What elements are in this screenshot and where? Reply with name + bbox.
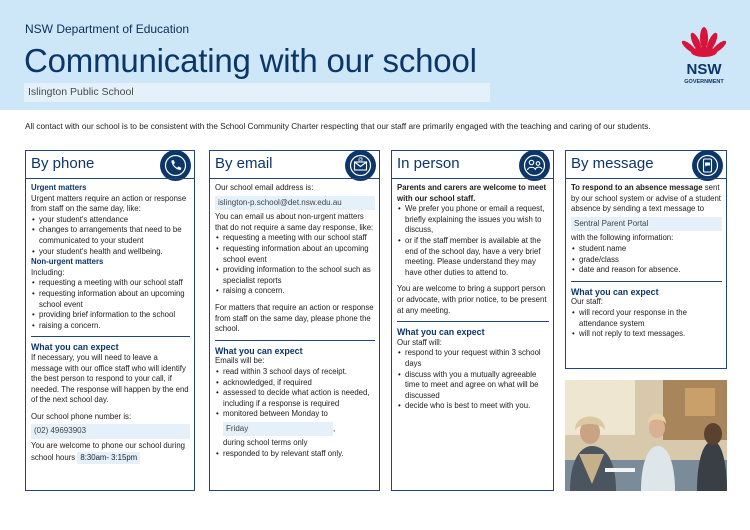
phone-number-label: Our school phone number is:	[31, 411, 132, 421]
email-expect-list	[215, 367, 375, 460]
svg-text:@: @	[357, 157, 364, 163]
email-nonurgent-text: You can email us about non-urgent matters that do not require a same day response, like:	[215, 212, 374, 232]
person-expect-list	[397, 348, 549, 412]
nonurgent-text: Including:	[31, 267, 65, 277]
message-info-label: with the following information:	[571, 233, 674, 243]
list-item: • raising a concern.	[31, 321, 190, 332]
person-intro: Parents and carers are welcome to meet with our school staff.	[397, 183, 547, 203]
phone-expect-heading: What you can expect	[31, 336, 190, 353]
phone-card	[25, 150, 195, 491]
message-expect-list	[571, 308, 722, 340]
person-card-title: In person	[397, 155, 460, 172]
email-address-field[interactable]: islington-p.school@det.nsw.edu.au	[215, 196, 375, 211]
list-item: • discuss with you a mutually agreeable time to meet and agree on what will be discussed	[397, 370, 549, 402]
list-item: • requesting information about an upcoming school event	[31, 289, 190, 310]
phone-hours-text: You are welcome to phone our school during school hours 8:30am- 3:15pm	[31, 441, 190, 464]
email-card-title: By email	[215, 155, 273, 172]
list-item: • monitored between Monday toFriday , during school terms only	[215, 409, 375, 449]
list-item: • requesting a meeting with our school staff	[31, 278, 190, 289]
message-expect-heading: What you can expect	[571, 281, 722, 298]
email-icon	[345, 150, 376, 181]
list-item: • requesting a meeting with our school staff	[215, 233, 375, 244]
person-expect-intro: Our staff will:	[397, 337, 442, 347]
list-item: • respond to your request within 3 school days	[397, 348, 549, 369]
list-item: • will not reply to text messages.	[571, 329, 722, 340]
person-list	[397, 204, 549, 278]
email-card	[209, 150, 380, 491]
person-card	[391, 150, 554, 491]
list-item: • raising a concern.	[215, 286, 375, 297]
person-support-text: You are welcome to bring a support person or advocate, with prior notice, to be present at any meeting.	[397, 284, 547, 315]
list-item: • student name	[571, 244, 722, 255]
urgent-text: Urgent matters require an action or response from staff on the same day, like:	[31, 193, 187, 214]
list-item: • your student's health and wellbeing.	[31, 247, 190, 258]
list-item: • your student's attendance	[31, 215, 190, 226]
email-expect-intro: Emails will be:	[215, 356, 265, 366]
list-item: • decide who is best to meet with you.	[397, 401, 549, 412]
list-item: • date and reason for absence.	[571, 265, 722, 276]
urgent-heading: Urgent matters	[31, 183, 87, 192]
mobile-message-icon	[692, 150, 723, 181]
intro-text: All contact with our school is to be consistent with the School Community Charter respecting that our staff are primarily engaged with the teaching and caring of our students.	[25, 122, 651, 131]
list-item: • providing information to the school such as specialist reports	[215, 265, 375, 286]
email-address-label: Our school email address is:	[215, 183, 314, 192]
meeting-photo	[565, 380, 727, 491]
list-item: • changes to arrangements that need to be communicated to your student	[31, 225, 190, 246]
school-name-field: Islington Public School	[24, 83, 490, 102]
list-item: • or if the staff member is available at the end of the school day, have a very brief meeting. Please understand they may have other duties to attend to.	[397, 236, 549, 278]
nonurgent-list	[31, 278, 190, 331]
phone-number-field[interactable]: (02) 49693903	[31, 424, 190, 439]
page-title: Communicating with our school	[24, 42, 477, 79]
email-expect-heading: What you can expect	[215, 340, 375, 357]
svg-text:GOVERNMENT: GOVERNMENT	[684, 79, 724, 85]
nsw-government-logo	[678, 24, 730, 94]
message-expect-intro: Our staff:	[571, 297, 603, 307]
monitored-day-field[interactable]: Friday	[223, 422, 333, 437]
urgent-list	[31, 215, 190, 257]
list-item: • grade/class	[571, 255, 722, 266]
message-card	[565, 150, 727, 369]
department-name: NSW Department of Education	[25, 22, 190, 36]
message-info-list	[571, 244, 722, 276]
list-item: • will record your response in the attendance system	[571, 308, 722, 329]
phone-expect-text: If necessary, you will need to leave a message with our office staff who will identify the best person to respond to your call, if needed. The response will happen by the end of the next school day.	[31, 352, 189, 405]
school-hours-field[interactable]: 8:30am- 3:15pm	[77, 452, 140, 465]
nonurgent-heading: Non-urgent matters	[31, 257, 104, 267]
people-icon	[519, 150, 550, 181]
list-item: • responded to by relevant staff only.	[215, 449, 375, 460]
header-banner	[0, 0, 750, 110]
svg-text:NSW: NSW	[686, 61, 722, 78]
message-card-title: By message	[571, 155, 654, 172]
list-item: • acknowledged, if required	[215, 378, 375, 389]
list-item: • read within 3 school days of receipt.	[215, 367, 375, 378]
phone-icon	[160, 150, 191, 181]
email-urgent-text: For matters that require an action or response from staff on the same day, please phone the school.	[215, 302, 374, 334]
message-intro: To respond to an absence message sent by our school system or advise of a student absence by sending a text message to	[571, 183, 721, 214]
list-item: • We prefer you phone or email a request, briefly explaining the issues you wish to discuss,	[397, 204, 549, 236]
email-list	[215, 233, 375, 297]
person-expect-heading: What you can expect	[397, 321, 549, 338]
list-item: • providing brief information to the school	[31, 310, 190, 321]
list-item: • assessed to decide what action is needed, including if a response is required	[215, 388, 375, 409]
sentral-app-field[interactable]: Sentral Parent Portal	[571, 217, 722, 232]
phone-card-title: By phone	[31, 155, 95, 172]
list-item: • requesting information about an upcoming school event	[215, 244, 375, 265]
